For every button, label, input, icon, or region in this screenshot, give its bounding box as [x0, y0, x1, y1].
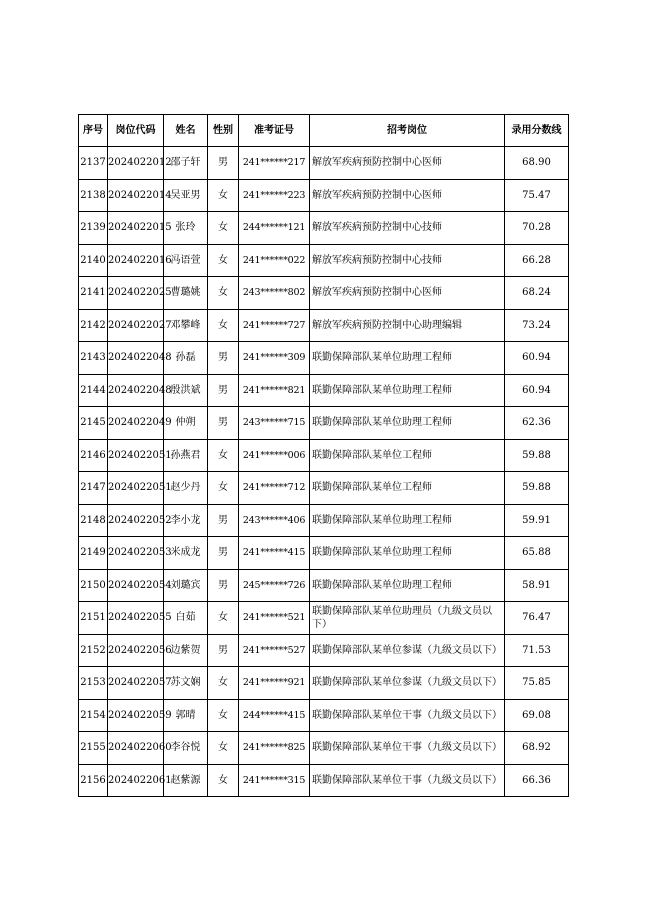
name-cell: 孙磊: [164, 342, 208, 375]
post-code-cell: 2024022025: [108, 277, 164, 310]
exam-number-cell: 243******406: [239, 504, 310, 537]
gender-cell: 女: [208, 244, 239, 277]
score-line-cell: 66.36: [505, 764, 569, 797]
post-cell: 联勤保障部队某单位工程师: [310, 439, 505, 472]
table-row: [79, 764, 569, 797]
name-cell: 曹璐姚: [164, 277, 208, 310]
serial-cell: 2144: [79, 374, 108, 407]
post-code-cell: 2024022048: [108, 342, 164, 375]
score-line-cell: 58.91: [505, 569, 569, 602]
post-code-cell: 2024022056: [108, 634, 164, 667]
name-cell: 李小龙: [164, 504, 208, 537]
post-cell: 联勤保障部队某单位干事（九级文员以下）: [310, 764, 505, 797]
table-row: [79, 374, 569, 407]
name-cell: 仲朔: [164, 407, 208, 440]
post-code-cell: 2024022051: [108, 472, 164, 505]
name-cell: 邓攀峰: [164, 309, 208, 342]
score-line-cell: 65.88: [505, 537, 569, 570]
serial-cell: 2142: [79, 309, 108, 342]
table-row: [79, 569, 569, 602]
table-row: [79, 504, 569, 537]
post-code-cell: 2024022016: [108, 244, 164, 277]
gender-cell: 女: [208, 667, 239, 700]
post-cell: 联勤保障部队某单位工程师: [310, 472, 505, 505]
gender-cell: 女: [208, 179, 239, 212]
serial-cell: 2155: [79, 732, 108, 765]
header-serial: 序号: [79, 115, 108, 147]
serial-cell: 2148: [79, 504, 108, 537]
table-row: [79, 147, 569, 180]
serial-cell: 2151: [79, 602, 108, 635]
score-line-cell: 69.08: [505, 699, 569, 732]
post-code-cell: 2024022055: [108, 602, 164, 635]
name-cell: 孙燕君: [164, 439, 208, 472]
gender-cell: 男: [208, 569, 239, 602]
post-cell: 联勤保障部队某单位参谋（九级文员以下）: [310, 634, 505, 667]
table-row: [79, 309, 569, 342]
name-cell: 邵子轩: [164, 147, 208, 180]
table-row: [79, 634, 569, 667]
exam-number-cell: 241******712: [239, 472, 310, 505]
post-cell: 联勤保障部队某单位助理工程师: [310, 504, 505, 537]
score-line-cell: 62.36: [505, 407, 569, 440]
post-cell: 联勤保障部队某单位助理工程师: [310, 407, 505, 440]
score-line-cell: 59.88: [505, 472, 569, 505]
gender-cell: 男: [208, 634, 239, 667]
score-line-cell: 75.85: [505, 667, 569, 700]
post-cell: 联勤保障部队某单位干事（九级文员以下）: [310, 699, 505, 732]
serial-cell: 2147: [79, 472, 108, 505]
exam-number-cell: 245******726: [239, 569, 310, 602]
gender-cell: 女: [208, 212, 239, 245]
name-cell: 边紫贺: [164, 634, 208, 667]
score-line-cell: 71.53: [505, 634, 569, 667]
name-cell: 冯语萱: [164, 244, 208, 277]
header-gender: 性别: [208, 115, 239, 147]
exam-number-cell: 241******022: [239, 244, 310, 277]
exam-number-cell: 243******802: [239, 277, 310, 310]
exam-number-cell: 241******309: [239, 342, 310, 375]
post-code-cell: 2024022054: [108, 569, 164, 602]
table-row: [79, 699, 569, 732]
name-cell: 白茹: [164, 602, 208, 635]
score-line-cell: 59.88: [505, 439, 569, 472]
gender-cell: 女: [208, 699, 239, 732]
serial-cell: 2138: [79, 179, 108, 212]
post-code-cell: 2024022059: [108, 699, 164, 732]
gender-cell: 女: [208, 764, 239, 797]
serial-cell: 2149: [79, 537, 108, 570]
header-post: 招考岗位: [310, 115, 505, 147]
score-line-cell: 68.24: [505, 277, 569, 310]
exam-number-cell: 244******415: [239, 699, 310, 732]
post-code-cell: 2024022012: [108, 147, 164, 180]
table-row: [79, 179, 569, 212]
gender-cell: 男: [208, 374, 239, 407]
exam-number-cell: 241******217: [239, 147, 310, 180]
name-cell: 苏文娴: [164, 667, 208, 700]
gender-cell: 男: [208, 407, 239, 440]
score-line-cell: 68.92: [505, 732, 569, 765]
name-cell: 米成龙: [164, 537, 208, 570]
exam-number-cell: 241******415: [239, 537, 310, 570]
post-cell: 联勤保障部队某单位助理工程师: [310, 569, 505, 602]
serial-cell: 2141: [79, 277, 108, 310]
header-post-code: 岗位代码: [108, 115, 164, 147]
results-table: [78, 114, 569, 797]
gender-cell: 女: [208, 732, 239, 765]
name-cell: 殷洪斌: [164, 374, 208, 407]
table-row: [79, 537, 569, 570]
serial-cell: 2152: [79, 634, 108, 667]
score-line-cell: 76.47: [505, 602, 569, 635]
gender-cell: 女: [208, 439, 239, 472]
gender-cell: 男: [208, 504, 239, 537]
serial-cell: 2145: [79, 407, 108, 440]
post-code-cell: 2024022053: [108, 537, 164, 570]
header-score-line: 录用分数线: [505, 115, 569, 147]
serial-cell: 2150: [79, 569, 108, 602]
name-cell: 张玲: [164, 212, 208, 245]
gender-cell: 女: [208, 602, 239, 635]
name-cell: 赵少丹: [164, 472, 208, 505]
post-code-cell: 2024022060: [108, 732, 164, 765]
table-row: [79, 342, 569, 375]
exam-number-cell: 241******821: [239, 374, 310, 407]
serial-cell: 2137: [79, 147, 108, 180]
post-code-cell: 2024022049: [108, 407, 164, 440]
table-row: [79, 439, 569, 472]
exam-number-cell: 244******121: [239, 212, 310, 245]
exam-number-cell: 243******715: [239, 407, 310, 440]
post-cell: 解放军疾病预防控制中心医师: [310, 179, 505, 212]
post-code-cell: 2024022052: [108, 504, 164, 537]
score-line-cell: 60.94: [505, 374, 569, 407]
score-line-cell: 70.28: [505, 212, 569, 245]
table-row: [79, 732, 569, 765]
table-row: [79, 277, 569, 310]
score-line-cell: 68.90: [505, 147, 569, 180]
post-code-cell: 2024022014: [108, 179, 164, 212]
header-exam-number: 准考证号: [239, 115, 310, 147]
score-line-cell: 75.47: [505, 179, 569, 212]
exam-number-cell: 241******727: [239, 309, 310, 342]
serial-cell: 2143: [79, 342, 108, 375]
gender-cell: 男: [208, 537, 239, 570]
post-cell: 解放军疾病预防控制中心医师: [310, 147, 505, 180]
exam-number-cell: 241******006: [239, 439, 310, 472]
name-cell: 郭晴: [164, 699, 208, 732]
score-line-cell: 59.91: [505, 504, 569, 537]
post-cell: 联勤保障部队某单位参谋（九级文员以下）: [310, 667, 505, 700]
name-cell: 刘璐宾: [164, 569, 208, 602]
table-row: [79, 472, 569, 505]
exam-number-cell: 241******825: [239, 732, 310, 765]
post-code-cell: 2024022015: [108, 212, 164, 245]
table-row: [79, 244, 569, 277]
table-row: [79, 602, 569, 635]
serial-cell: 2140: [79, 244, 108, 277]
post-cell: 解放军疾病预防控制中心助理编辑: [310, 309, 505, 342]
serial-cell: 2154: [79, 699, 108, 732]
table-row: [79, 407, 569, 440]
header-row: [79, 115, 569, 147]
exam-number-cell: 241******223: [239, 179, 310, 212]
post-cell: 解放军疾病预防控制中心技师: [310, 212, 505, 245]
exam-number-cell: 241******921: [239, 667, 310, 700]
serial-cell: 2139: [79, 212, 108, 245]
name-cell: 吴亚男: [164, 179, 208, 212]
post-cell: 联勤保障部队某单位助理工程师: [310, 374, 505, 407]
gender-cell: 女: [208, 309, 239, 342]
post-code-cell: 2024022061: [108, 764, 164, 797]
post-cell: 联勤保障部队某单位助理员（九级文员以下）: [310, 602, 505, 635]
table-row: [79, 667, 569, 700]
post-code-cell: 2024022057: [108, 667, 164, 700]
post-cell: 联勤保障部队某单位助理工程师: [310, 342, 505, 375]
exam-number-cell: 241******527: [239, 634, 310, 667]
name-cell: 赵紫源: [164, 764, 208, 797]
serial-cell: 2156: [79, 764, 108, 797]
post-code-cell: 2024022048: [108, 374, 164, 407]
gender-cell: 女: [208, 472, 239, 505]
table-body: [79, 147, 569, 797]
post-cell: 解放军疾病预防控制中心技师: [310, 244, 505, 277]
score-line-cell: 60.94: [505, 342, 569, 375]
post-cell: 联勤保障部队某单位助理工程师: [310, 537, 505, 570]
header-name: 姓名: [164, 115, 208, 147]
post-code-cell: 2024022051: [108, 439, 164, 472]
name-cell: 李谷悦: [164, 732, 208, 765]
post-cell: 联勤保障部队某单位干事（九级文员以下）: [310, 732, 505, 765]
serial-cell: 2153: [79, 667, 108, 700]
serial-cell: 2146: [79, 439, 108, 472]
exam-number-cell: 241******315: [239, 764, 310, 797]
exam-number-cell: 241******521: [239, 602, 310, 635]
post-code-cell: 2024022027: [108, 309, 164, 342]
table-row: [79, 212, 569, 245]
score-line-cell: 66.28: [505, 244, 569, 277]
gender-cell: 男: [208, 147, 239, 180]
gender-cell: 女: [208, 277, 239, 310]
gender-cell: 男: [208, 342, 239, 375]
post-cell: 解放军疾病预防控制中心医师: [310, 277, 505, 310]
score-line-cell: 73.24: [505, 309, 569, 342]
